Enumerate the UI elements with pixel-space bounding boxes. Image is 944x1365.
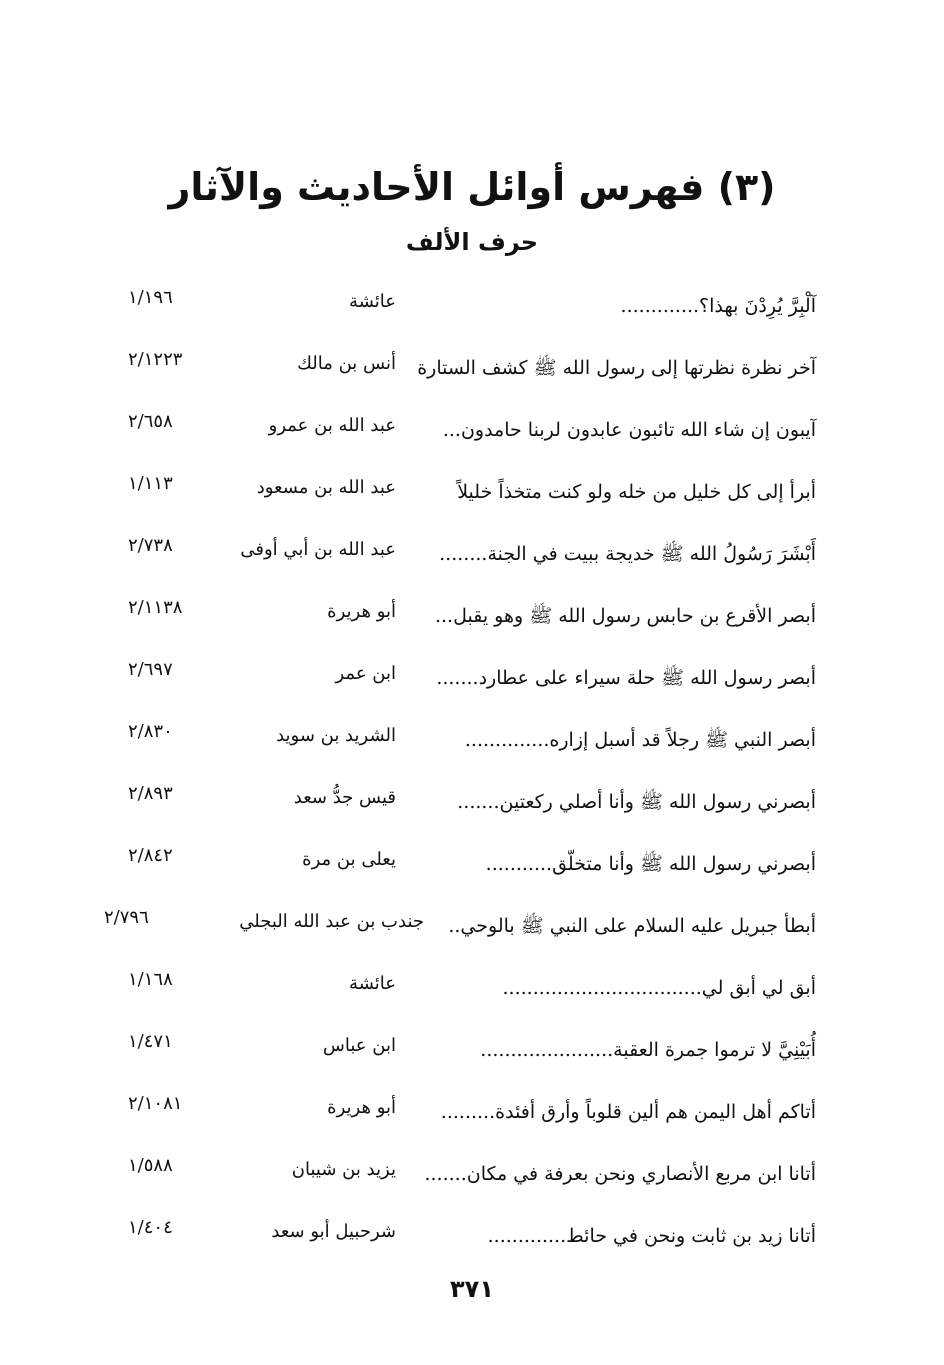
- index-entry: [0, 904, 944, 966]
- volume-page-ref: ١/١١٣: [128, 473, 173, 494]
- volume-page-ref: ١/٤٠٤: [128, 1217, 173, 1238]
- narrator: شرحبيل أبو سعد: [271, 1221, 396, 1242]
- volume-page-ref: ٢/١١٣٨: [128, 597, 183, 618]
- volume-page-ref: ٢/٨٤٢: [128, 845, 173, 866]
- index-entry: [0, 1028, 944, 1090]
- hadith-opening: آيبون إن شاء الله تائبون عابدون لربنا حامدون...: [442, 419, 816, 441]
- index-entry: [0, 1214, 944, 1276]
- narrator: أبو هريرة: [327, 1097, 396, 1118]
- hadith-index-list: [0, 284, 944, 1276]
- index-entry: [0, 780, 944, 842]
- hadith-opening: أبصر الأقرع بن حابس رسول الله ﷺ وهو يقبل...: [434, 605, 816, 627]
- volume-page-ref: ٢/٧٣٨: [128, 535, 173, 556]
- page-number: ٣٧١: [450, 1275, 494, 1303]
- index-entry: [0, 1152, 944, 1214]
- narrator: ابن عباس: [322, 1035, 396, 1056]
- index-entry: [0, 532, 944, 594]
- hadith-opening: آلْبِرَّ يُرِدْنَ بهذا؟.............: [620, 295, 816, 317]
- volume-page-ref: ٢/٦٩٧: [128, 659, 173, 680]
- index-entry: [0, 470, 944, 532]
- hadith-opening: أبصر النبي ﷺ رجلاً قد أسبل إزاره..............: [464, 729, 816, 751]
- narrator: قيس جدُّ سعد: [293, 787, 396, 808]
- narrator: ابن عمر: [335, 663, 396, 684]
- narrator: عائشة: [349, 973, 396, 994]
- index-entry: [0, 594, 944, 656]
- hadith-opening: أبصرني رسول الله ﷺ وأنا متخلّق...........: [485, 853, 816, 875]
- index-entry: [0, 842, 944, 904]
- narrator: يعلى بن مرة: [302, 849, 396, 870]
- narrator: عبد الله بن أبي أوفى: [240, 539, 396, 560]
- volume-page-ref: ٢/٨٣٠: [128, 721, 173, 742]
- narrator: جندب بن عبد الله البجلي: [239, 911, 424, 932]
- volume-page-ref: ١/١٩٦: [128, 287, 173, 308]
- volume-page-ref: ٢/٨٩٣: [128, 783, 173, 804]
- volume-page-ref: ١/١٦٨: [128, 969, 173, 990]
- volume-page-ref: ٢/١٢٢٣: [128, 349, 183, 370]
- index-entry: [0, 284, 944, 346]
- volume-page-ref: ٢/١٠٨١: [128, 1093, 183, 1114]
- volume-page-ref: ١/٥٨٨: [128, 1155, 173, 1176]
- index-entry: [0, 718, 944, 780]
- hadith-opening: أُبَيْنِيَّ لا ترموا جمرة العقبة......................: [480, 1039, 816, 1061]
- narrator: أبو هريرة: [327, 601, 396, 622]
- index-entry: [0, 966, 944, 1028]
- hadith-opening: أبطأ جبريل عليه السلام على النبي ﷺ بالوحي..: [448, 915, 816, 937]
- hadith-opening: أتانا ابن مربع الأنصاري ونحن بعرفة في مكان.......: [424, 1163, 816, 1185]
- index-entry: [0, 408, 944, 470]
- narrator: الشريد بن سويد: [276, 725, 396, 746]
- hadith-opening: أَبْشَرَ رَسُولُ الله ﷺ خديجة ببيت في الجنة........: [439, 543, 816, 565]
- hadith-opening: آخر نظرة نظرتها إلى رسول الله ﷺ كشف الستارة: [417, 357, 816, 379]
- narrator: يزيد بن شيبان: [291, 1159, 396, 1180]
- volume-page-ref: ٢/٦٥٨: [128, 411, 173, 432]
- hadith-opening: أبصرني رسول الله ﷺ وأنا أصلي ركعتين.......: [457, 791, 816, 813]
- hadith-opening: أبرأ إلى كل خليل من خله ولو كنت متخذاً خليلاً: [457, 481, 816, 503]
- narrator: عائشة: [349, 291, 396, 312]
- hadith-opening: أبق لي أبق لي.................................: [502, 977, 816, 999]
- narrator: عبد الله بن عمرو: [268, 415, 396, 436]
- index-entry: [0, 1090, 944, 1152]
- narrator: عبد الله بن مسعود: [256, 477, 396, 498]
- section-heading: حرف الألف: [405, 228, 539, 256]
- hadith-opening: أبصر رسول الله ﷺ حلة سيراء على عطارد.......: [436, 667, 816, 689]
- hadith-opening: أتاكم أهل اليمن هم ألين قلوباً وأرق أفئدة.........: [440, 1101, 816, 1123]
- volume-page-ref: ١/٤٧١: [128, 1031, 173, 1052]
- index-title: (٣) فهرس أوائل الأحاديث والآثار: [168, 165, 776, 209]
- volume-page-ref: ٢/٧٩٦: [104, 907, 149, 928]
- index-entry: [0, 346, 944, 408]
- hadith-opening: أتانا زيد بن ثابت ونحن في حائط.............: [487, 1225, 816, 1247]
- index-entry: [0, 656, 944, 718]
- narrator: أنس بن مالك: [297, 353, 396, 374]
